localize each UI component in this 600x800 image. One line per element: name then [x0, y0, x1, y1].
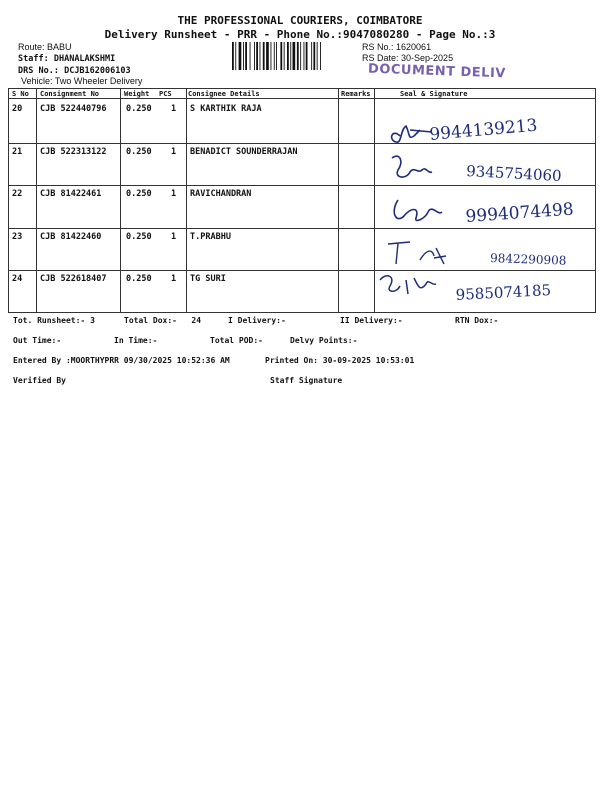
row-sno: 20	[12, 104, 23, 114]
barcode-bar	[250, 42, 251, 70]
route-value: BABU	[47, 42, 72, 52]
rs-no-value: 1620061	[396, 42, 432, 52]
company-name: THE PROFESSIONAL COURIERS, COIMBATORE	[177, 14, 423, 27]
barcode-bar	[263, 42, 265, 70]
row-pcs: 1	[171, 274, 177, 284]
handwritten-phone: 9345754060	[465, 162, 563, 185]
header-weight: Weight	[124, 90, 150, 98]
signature-scribble	[392, 126, 432, 142]
barcode-bar	[266, 42, 269, 70]
handwritten-phone: 9842290908	[489, 251, 567, 268]
row-consignee: T.PRABHU	[190, 232, 231, 242]
row-pcs: 1	[171, 232, 177, 242]
verified-by: Verified By	[13, 376, 66, 385]
staff-label: Staff:	[18, 54, 49, 64]
signature-scribble	[388, 242, 446, 264]
barcode-bar	[256, 42, 258, 70]
row-sno: 23	[12, 232, 23, 242]
drs-label: DRS No.:	[18, 66, 59, 76]
header-seal-signature: Seal & Signature	[400, 90, 468, 98]
table-bottom-border	[8, 312, 596, 313]
row-consignment: CJB 522313122	[40, 147, 107, 157]
col-border	[120, 88, 121, 313]
drs-value: DCJB162006103	[64, 66, 131, 76]
signature-scribble	[380, 276, 436, 294]
barcode-bar	[243, 42, 244, 70]
row-consignee: BENADICT SOUNDERRAJAN	[190, 147, 298, 157]
row-weight: 0.250	[126, 274, 152, 284]
total-pod: Total POD:-	[210, 336, 263, 345]
vehicle-line	[21, 76, 142, 86]
handwritten-phone: 9994074498	[464, 199, 575, 227]
barcode-bar	[271, 42, 272, 70]
col-border	[338, 88, 339, 313]
row-sno: 21	[12, 147, 23, 157]
route-label: Route:	[18, 42, 45, 52]
row-consignment: CJB 81422461	[40, 189, 102, 199]
barcode-bar	[293, 42, 296, 70]
barcode-bar	[300, 42, 301, 70]
barcode-bar	[304, 42, 305, 70]
row-consignment: CJB 81422460	[40, 232, 102, 242]
staff-line	[18, 54, 115, 64]
runsheet-title: Delivery Runsheet - PRR - Phone No.:9047080280 - Page No.:3	[104, 28, 496, 41]
barcode-bar	[284, 42, 285, 70]
barcode-bar	[276, 42, 277, 70]
document-delivery-stamp: DOCUMENT DELIV	[367, 61, 507, 82]
barcode	[232, 42, 358, 70]
out-time: Out Time:-	[13, 336, 62, 345]
header-sno: S No	[12, 90, 29, 98]
delvy-points: Delvy Points:-	[290, 336, 358, 345]
ii-delivery: II Delivery:-	[340, 316, 403, 325]
row-consignee: RAVICHANDRAN	[190, 189, 252, 199]
table-top-border	[8, 88, 596, 89]
barcode-bar	[317, 42, 318, 70]
row-pcs: 1	[171, 147, 177, 157]
row-consignee: S KARTHIK RAJA	[190, 104, 262, 114]
barcode-bar	[260, 42, 261, 70]
row-sno: 24	[12, 274, 23, 284]
col-border	[186, 88, 187, 313]
rs-date-value: 30-Sep-2025	[401, 53, 454, 63]
header-remarks: Remarks	[341, 90, 371, 98]
barcode-bar	[297, 42, 299, 70]
rtn-dox: RTN Dox:-	[455, 316, 499, 325]
row-weight: 0.250	[126, 147, 152, 157]
total-dox: Total Dox:- 24	[124, 316, 202, 325]
row-weight: 0.250	[126, 104, 152, 114]
row-consignment: CJB 522440796	[40, 104, 107, 114]
barcode-bar	[239, 42, 242, 70]
row-pcs: 1	[171, 189, 177, 199]
i-delivery: I Delivery:-	[228, 316, 286, 325]
barcode-bar	[287, 42, 289, 70]
rs-no-label: RS No.:	[362, 42, 394, 52]
col-border	[8, 88, 9, 313]
header-bottom-border	[8, 98, 596, 99]
barcode-bar	[290, 42, 291, 70]
signature-scribble	[394, 200, 442, 220]
row-sno: 22	[12, 189, 23, 199]
row-consignee: TG SURI	[190, 274, 226, 284]
barcode-bar	[235, 42, 236, 70]
vehicle-label: Vehicle:	[21, 76, 53, 86]
rs-no-line	[362, 42, 431, 52]
barcode-bar	[311, 42, 312, 70]
rs-date-label: RS Date:	[362, 53, 399, 63]
tot-runsheet: Tot. Runsheet:- 3	[13, 316, 95, 325]
col-border	[36, 88, 37, 313]
barcode-bar	[320, 42, 321, 70]
header-pcs: PCS	[159, 90, 172, 98]
header-consignment: Consignment No	[40, 90, 100, 98]
barcode-bar	[232, 42, 234, 70]
entered-by: Entered By :MOORTHYPRR 09/30/2025 10:52:36 AM	[13, 356, 230, 365]
in-time: In Time:-	[114, 336, 158, 345]
signature-scribble	[392, 156, 432, 177]
handwritten-signatures	[370, 100, 600, 312]
printed-on: Printed On: 30-09-2025 10:53:01	[265, 356, 415, 365]
header-consignee: Consignee Details	[188, 90, 260, 98]
barcode-bar	[254, 42, 255, 70]
route-line	[18, 42, 72, 52]
handwritten-phone: 9944139213	[428, 115, 539, 145]
row-consignment: CJB 522618407	[40, 274, 107, 284]
barcode-bar	[274, 42, 275, 70]
drs-line	[18, 66, 131, 76]
handwritten-phone: 9585074185	[455, 281, 552, 304]
barcode-bar	[313, 42, 315, 70]
vehicle-value: Two Wheeler Delivery	[54, 76, 143, 86]
barcode-bar	[306, 42, 308, 70]
staff-value: DHANALAKSHMI	[53, 54, 116, 64]
row-pcs: 1	[171, 104, 177, 114]
staff-signature: Staff Signature	[270, 376, 343, 385]
barcode-bar	[280, 42, 282, 70]
barcode-bar	[245, 42, 247, 70]
row-weight: 0.250	[126, 189, 152, 199]
row-weight: 0.250	[126, 232, 152, 242]
